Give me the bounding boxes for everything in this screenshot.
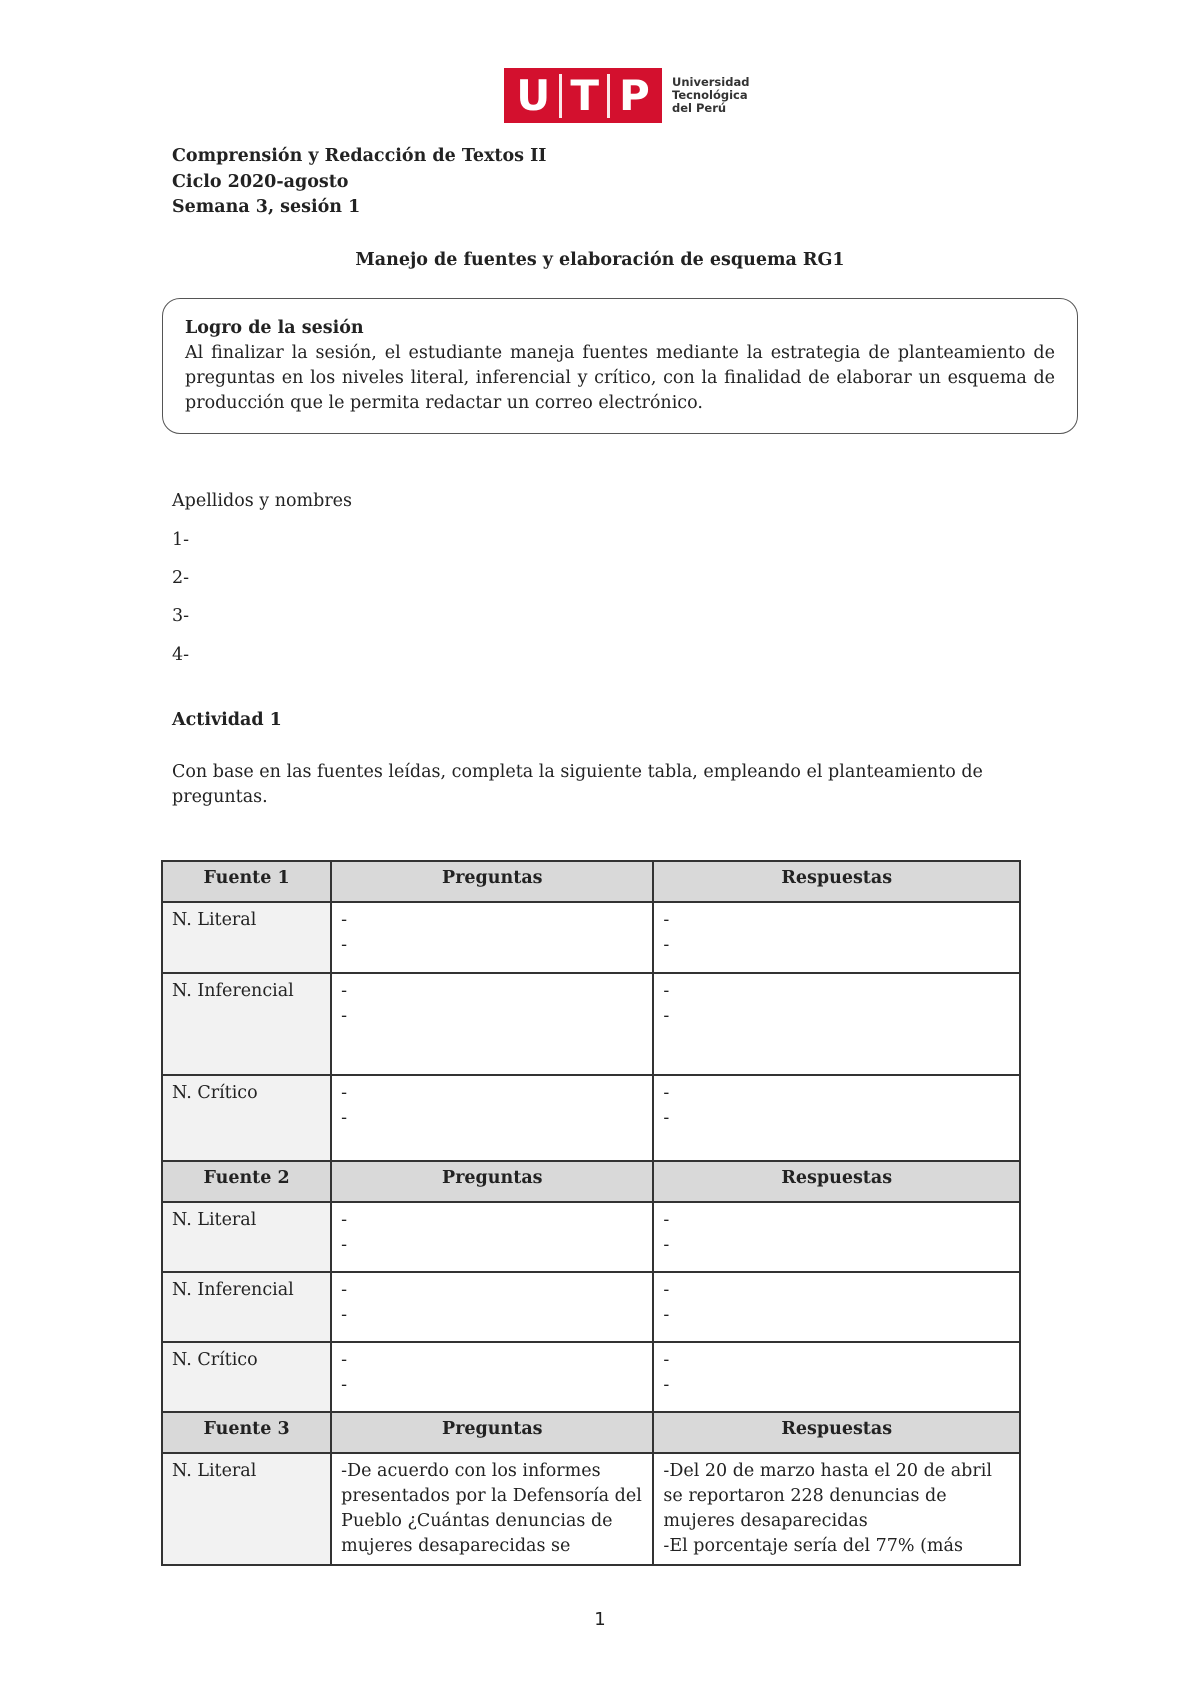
answer-line: - <box>663 910 670 930</box>
answer-line: - <box>663 1006 670 1026</box>
answer-line: - <box>663 1210 670 1230</box>
logo-separator <box>607 74 610 118</box>
utp-logo <box>504 68 749 123</box>
answers-cell[interactable] <box>653 902 1020 973</box>
questions-cell[interactable] <box>331 1075 653 1161</box>
table-row <box>162 1342 1020 1412</box>
table-row <box>162 902 1020 973</box>
questions-header: Preguntas <box>331 1412 653 1453</box>
table-row <box>162 973 1020 1075</box>
level-cell: N. Literal <box>162 1453 331 1565</box>
answers-cell[interactable] <box>653 973 1020 1075</box>
level-cell: N. Crítico <box>162 1342 331 1412</box>
logo-name-line: Universidad <box>672 75 750 89</box>
logo-university-name <box>672 76 749 115</box>
course-week: Semana 3, sesión 1 <box>172 197 361 217</box>
session-goal-text: Al finalizar la sesión, el estudiante maneja fuentes mediante la estrategia de planteamiento de preguntas en los niveles literal, inferencial y crítico, con la finalidad de elaborar un esquema de producción que le permita redactar un correo electrónico. <box>185 343 1055 413</box>
answers-cell[interactable] <box>653 1453 1020 1565</box>
answers-header: Respuestas <box>653 1161 1020 1202</box>
level-cell: N. Literal <box>162 902 331 973</box>
name-line-1: 1- <box>172 530 190 550</box>
logo-name-line: del Perú <box>672 101 727 115</box>
answer-line: - <box>663 1375 670 1395</box>
activity-title: Actividad 1 <box>172 710 282 730</box>
level-cell: N. Inferencial <box>162 1272 331 1342</box>
answers-cell[interactable] <box>653 1272 1020 1342</box>
answers-cell[interactable] <box>653 1075 1020 1161</box>
questions-cell[interactable] <box>331 902 653 973</box>
questions-cell[interactable] <box>331 1342 653 1412</box>
source-name-cell: Fuente 1 <box>162 861 331 902</box>
name-line-4: 4- <box>172 645 190 665</box>
table-header-row <box>162 1412 1020 1453</box>
name-line-2: 2- <box>172 568 190 588</box>
question-line: - <box>341 1305 348 1325</box>
answers-cell[interactable] <box>653 1202 1020 1272</box>
table-row <box>162 1075 1020 1161</box>
answer-line: - <box>663 981 670 1001</box>
question-line: - <box>341 1006 348 1026</box>
question-line: - <box>341 910 348 930</box>
table-row <box>162 1453 1020 1565</box>
question-line: - <box>341 981 348 1001</box>
question-line: - <box>341 1083 348 1103</box>
logo-separator <box>559 74 562 118</box>
answers-cell[interactable] <box>653 1342 1020 1412</box>
answer-line: - <box>663 1305 670 1325</box>
sources-table <box>161 860 1021 1566</box>
level-cell: N. Crítico <box>162 1075 331 1161</box>
page-number: 1 <box>594 1609 606 1630</box>
level-cell: N. Inferencial <box>162 973 331 1075</box>
questions-header: Preguntas <box>331 861 653 902</box>
answer-line: - <box>663 1280 670 1300</box>
questions-cell[interactable] <box>331 1202 653 1272</box>
questions-cell[interactable] <box>331 973 653 1075</box>
table-header-row <box>162 861 1020 902</box>
logo-letter-t: T <box>570 70 599 120</box>
question-line: - <box>341 1210 348 1230</box>
document-title: Manejo de fuentes y elaboración de esquema RG1 <box>355 250 845 270</box>
answers-header: Respuestas <box>653 1412 1020 1453</box>
course-cycle: Ciclo 2020-agosto <box>172 172 349 192</box>
logo-letter-p: P <box>618 70 650 120</box>
answer-line: -El porcentaje sería del 77% (más <box>663 1536 963 1556</box>
answer-line: - <box>663 1235 670 1255</box>
source-name-cell: Fuente 2 <box>162 1161 331 1202</box>
question-line: - <box>341 935 348 955</box>
logo-name-line: Tecnológica <box>672 88 748 102</box>
question-line: - <box>341 1108 348 1128</box>
answers-header: Respuestas <box>653 861 1020 902</box>
table-row <box>162 1272 1020 1342</box>
utp-logo-mark <box>504 68 662 123</box>
source-name-cell: Fuente 3 <box>162 1412 331 1453</box>
answer-line: -Del 20 de marzo hasta el 20 de abril se reportaron 228 denuncias de mujeres desaparecidas <box>663 1461 992 1531</box>
answer-line: - <box>663 1083 670 1103</box>
questions-cell[interactable] <box>331 1453 653 1565</box>
answer-line: - <box>663 1108 670 1128</box>
answer-line: - <box>663 935 670 955</box>
activity-instruction: Con base en las fuentes leídas, completa la siguiente tabla, empleando el planteamiento de preguntas. <box>172 762 983 807</box>
session-goal-heading: Logro de la sesión <box>185 318 364 338</box>
name-line-3: 3- <box>172 606 190 626</box>
session-goal-box <box>162 298 1078 434</box>
question-line: - <box>341 1350 348 1370</box>
answer-line: - <box>663 1350 670 1370</box>
logo-letter-u: U <box>516 70 551 120</box>
question-line: - <box>341 1280 348 1300</box>
course-name: Comprensión y Redacción de Textos II <box>172 146 547 166</box>
level-cell: N. Literal <box>162 1202 331 1272</box>
table-header-row <box>162 1161 1020 1202</box>
names-label: Apellidos y nombres <box>172 491 353 511</box>
question-line: - <box>341 1375 348 1395</box>
questions-header: Preguntas <box>331 1161 653 1202</box>
questions-cell[interactable] <box>331 1272 653 1342</box>
question-line: - <box>341 1235 348 1255</box>
table-row <box>162 1202 1020 1272</box>
question-line: -De acuerdo con los informes presentados por la Defensoría del Pueblo ¿Cuántas denuncias de mujeres desaparecidas se <box>341 1461 642 1556</box>
